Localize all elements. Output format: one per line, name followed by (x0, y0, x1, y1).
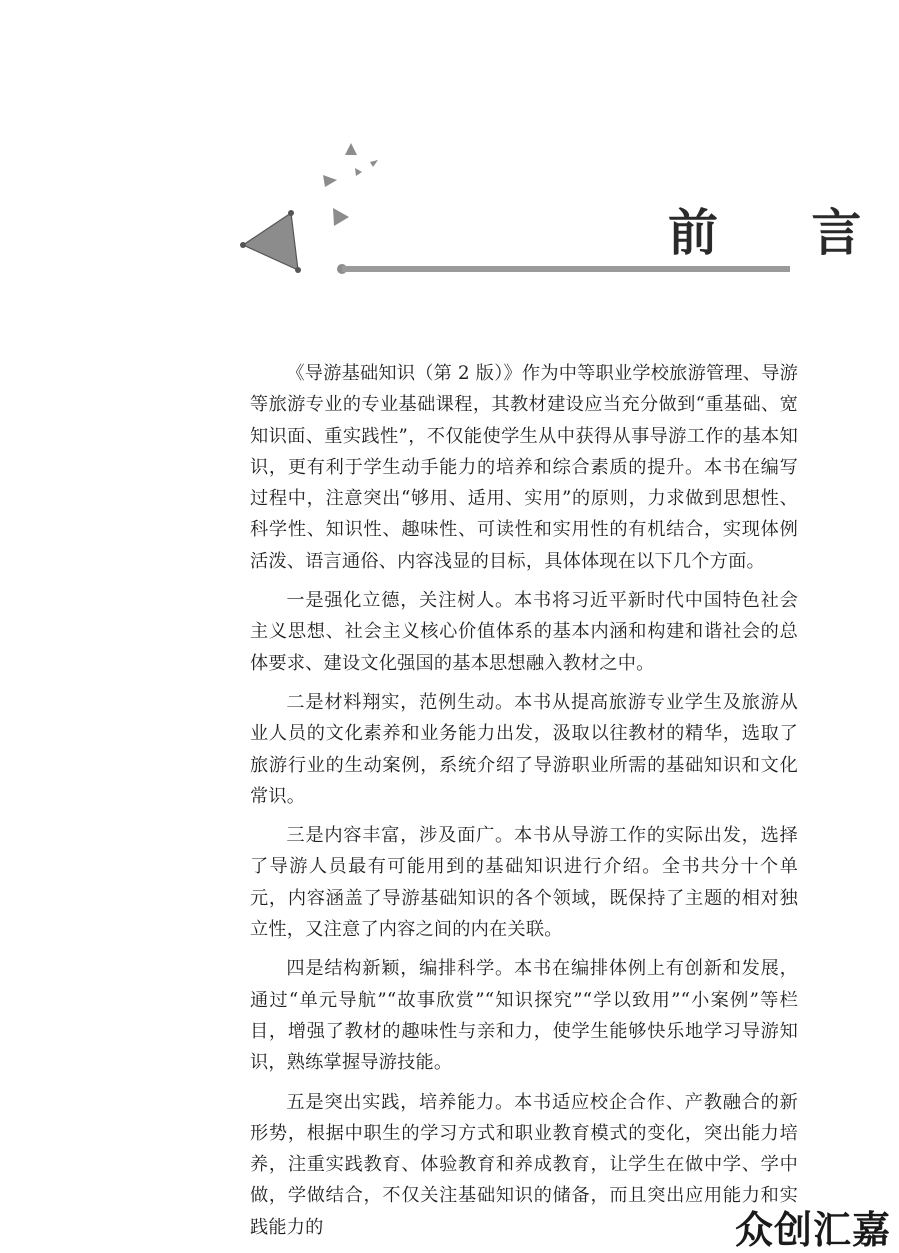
watermark-logo: 众创汇嘉 (734, 1208, 891, 1252)
large-triangle (243, 213, 298, 270)
paragraph-5: 四是结构新颖，编排科学。本书在编排体例上有创新和发展，通过“单元导航”“故事欣赏”“知识探究”“学以致用”“小案例”等栏目，增强了教材的趣味性与亲和力，使学生能够快乐地学习导游知识，熟练掌握导游技能。 (250, 958, 798, 1074)
paragraph-3: 二是材料翔实，范例生动。本书从提高旅游专业学生及旅游从业人员的文化素养和业务能力出发，汲取以往教材的精华，选取了旅游行业的生动案例，系统介绍了导游职业所需的基础知识和文化常识。 (250, 691, 798, 807)
small-triangle-4 (323, 175, 337, 187)
medium-triangle (333, 208, 349, 226)
paragraph-4: 三是内容丰富，涉及面广。本书从导游工作的实际出发，选择了导游人员最有可能用到的基础知识进行介绍。全书共分十个单元，内容涵盖了导游基础知识的各个领域，既保持了主题的相对独立性，又注意了内容之间的内在关联。 (250, 825, 798, 941)
small-triangle-3 (355, 168, 362, 176)
paragraph-2: 一是强化立德，关注树人。本书将习近平新时代中国特色社会主义思想、社会主义核心价值体系的基本内涵和构建和谐社会的总体要求、建设文化强国的基本思想融入教材之中。 (250, 590, 798, 674)
paragraph-6: 五是突出实践，培养能力。本书适应校企合作、产教融合的新形势，根据中职生的学习方式和职业教育模式的变化，突出能力培养，注重实践教育、体验教育和养成教育，让学生在做中学、学中做，学做结合，不仅关注基础知识的储备，而且突出应用能力和实践能力的 (250, 1091, 798, 1238)
small-triangle-1 (345, 143, 357, 155)
node-dot-bottom (295, 267, 301, 273)
title-rule-line (342, 266, 790, 272)
triangle-cluster-icon (240, 143, 378, 273)
page-title: 前 言 (668, 204, 899, 262)
header-decoration (0, 0, 899, 340)
node-dot-left (240, 242, 246, 248)
preface-body (250, 358, 798, 1251)
small-triangle-2 (370, 160, 378, 167)
node-dot-top (288, 210, 294, 216)
paragraph-1: 《导游基础知识（第 2 版）》作为中等职业学校旅游管理、导游等旅游专业的专业基础课程，其教材建设应当充分做到“重基础、宽知识面、重实践性”，不仅能使学生从中获得从事导游工作的基本知识，更有利于学生动手能力的培养和综合素质的提升。本书在编写过程中，注意突出“够用、适用、实用”的原则，力求做到思想性、科学性、知识性、趣味性、可读性和实用性的有机结合，实现体例活泼、语言通俗、内容浅显的目标，具体体现在以下几个方面。 (250, 363, 798, 572)
